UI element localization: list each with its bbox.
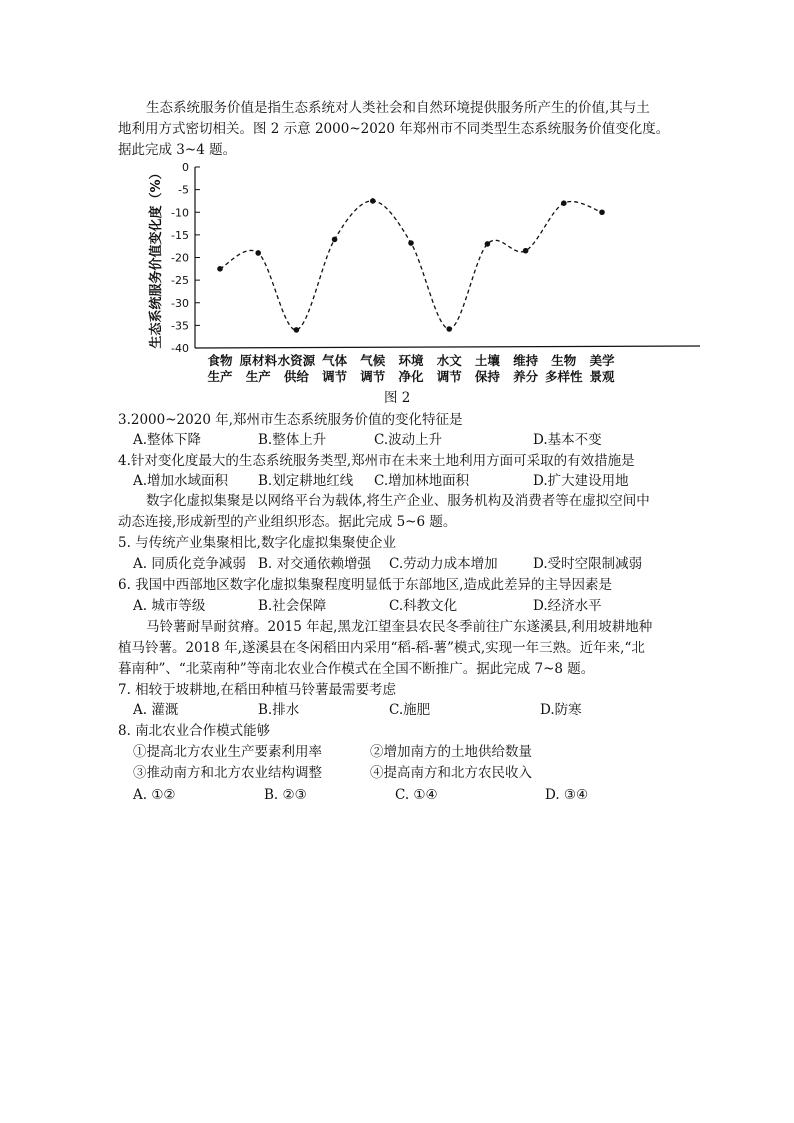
q4-option-d[interactable]: D.扩大建设用地 bbox=[533, 473, 629, 489]
x-tick-label: 美学 bbox=[589, 353, 615, 368]
data-point bbox=[599, 209, 605, 215]
x-tick-label: 水资源 bbox=[277, 353, 316, 368]
data-point bbox=[485, 241, 491, 247]
q7-stem: 7. 相较于坡耕地,在稻田种植马铃薯最需要考虑 bbox=[118, 682, 396, 698]
x-tick-label: 调节 bbox=[322, 369, 348, 384]
intro-line-2: 地利用方式密切相关。图 2 示意 2000~2020 年郑州市不同类型生态系统服务价值变化度。 bbox=[118, 121, 670, 137]
x-tick-label: 调节 bbox=[436, 369, 462, 384]
q5-stem: 5. 与传统产业集聚相比,数字化虚拟集聚使企业 bbox=[118, 535, 396, 551]
data-point bbox=[332, 237, 338, 243]
q3-option-a[interactable]: A.整体下降 bbox=[133, 432, 202, 448]
q7-option-b[interactable]: B.排水 bbox=[258, 702, 300, 718]
data-point bbox=[294, 327, 300, 333]
y-tick-label: 0 bbox=[182, 161, 189, 174]
q8-option-b[interactable]: B. ②③ bbox=[264, 787, 307, 803]
data-point bbox=[561, 200, 567, 206]
x-tick-label: 维持 bbox=[513, 353, 539, 368]
q7-option-c[interactable]: C.施肥 bbox=[389, 702, 431, 718]
y-tick-label: -5 bbox=[178, 183, 189, 197]
intro3-line-2: 植马铃薯。2018 年,遂溪县在冬闲稻田内采用“稻-稻-薯”模式,实现一年三熟。近年来,“北 bbox=[118, 640, 645, 656]
x-tick-label: 供给 bbox=[283, 369, 309, 384]
x-tick-label: 调节 bbox=[360, 369, 386, 384]
q6-option-c[interactable]: C.科教文化 bbox=[389, 598, 458, 614]
q8-item-3: ③推动南方和北方农业结构调整 bbox=[133, 765, 322, 781]
ecosystem-value-chart bbox=[140, 155, 710, 390]
q4-option-b[interactable]: B.划定耕地红线 bbox=[258, 473, 354, 489]
intro3-line-1: 马铃薯耐旱耐贫瘠。2015 年起,黑龙江望奎县农民冬季前往广东遂溪县,利用坡耕地种 bbox=[146, 619, 653, 635]
y-tick-label: -15 bbox=[171, 228, 189, 242]
intro-line-1: 生态系统服务价值是指生态系统对人类社会和自然环境提供服务所产生的价值,其与土 bbox=[146, 100, 650, 116]
x-tick-label: 景观 bbox=[589, 369, 615, 384]
q4-option-c[interactable]: C.增加林地面积 bbox=[374, 473, 470, 489]
y-tick-label: -25 bbox=[171, 274, 189, 288]
q3-stem: 3.2000~2020 年,郑州市生态系统服务价值的变化特征是 bbox=[118, 412, 463, 428]
q8-item-1: ①提高北方农业生产要素利用率 bbox=[133, 744, 322, 760]
x-tick-label: 生产 bbox=[207, 369, 233, 384]
q8-stem: 8. 南北农业合作模式能够 bbox=[118, 723, 271, 739]
q5-option-d[interactable]: D.受时空限制减弱 bbox=[533, 556, 643, 572]
x-tick-label: 环境 bbox=[398, 353, 424, 368]
q6-option-d[interactable]: D.经济水平 bbox=[533, 598, 602, 614]
y-tick-label: -35 bbox=[171, 319, 189, 333]
q5-option-c[interactable]: C.劳动力成本增加 bbox=[389, 556, 498, 572]
x-tick-label: 气候 bbox=[360, 353, 386, 368]
q7-option-a[interactable]: A. 灌溉 bbox=[133, 702, 179, 718]
data-point bbox=[408, 240, 414, 246]
intro-line-3: 据此完成 3~4 题。 bbox=[118, 142, 237, 158]
intro3-line-3: 暮南种”、“北菜南种”等南北农业合作模式在全国不断推广。据此完成 7~8 题。 bbox=[118, 661, 595, 677]
x-tick-label: 多样性 bbox=[545, 369, 583, 384]
data-point bbox=[523, 248, 529, 254]
q6-option-a[interactable]: A. 城市等级 bbox=[133, 598, 206, 614]
data-point bbox=[446, 326, 452, 332]
y-axis-label: 生态系统服务价值变化度（%） bbox=[149, 166, 164, 349]
x-tick-label: 生产 bbox=[245, 369, 271, 384]
x-tick-label: 水文 bbox=[436, 353, 462, 368]
q3-option-b[interactable]: B.整体上升 bbox=[258, 432, 327, 448]
x-axis bbox=[195, 346, 700, 348]
y-tick-label: -10 bbox=[171, 206, 189, 220]
x-tick-label: 净化 bbox=[398, 369, 424, 384]
x-tick-label: 生物 bbox=[551, 353, 577, 368]
q5-option-b[interactable]: B. 对交通依赖增强 bbox=[258, 556, 372, 572]
data-point bbox=[217, 266, 223, 272]
data-point bbox=[370, 198, 376, 204]
x-tick-label: 食物 bbox=[207, 353, 233, 368]
data-point bbox=[255, 250, 261, 256]
q4-stem: 4.针对变化度最大的生态系统服务类型,郑州市在未来土地利用方面可采取的有效措施是 bbox=[118, 453, 635, 469]
q6-stem: 6. 我国中西部地区数字化虚拟集聚程度明显低于东部地区,造成此差异的主导因素是 bbox=[118, 577, 612, 593]
q3-option-c[interactable]: C.波动上升 bbox=[374, 432, 443, 448]
x-tick-label: 土壤 bbox=[474, 353, 500, 368]
q4-option-a[interactable]: A.增加水域面积 bbox=[133, 473, 229, 489]
q7-option-d[interactable]: D.防寒 bbox=[540, 702, 582, 718]
y-tick-label: -40 bbox=[171, 342, 189, 355]
x-tick-label: 原材料 bbox=[239, 353, 277, 368]
intro2-line-1: 数字化虚拟集聚是以网络平台为载体,将生产企业、服务机构及消费者等在虚拟空间中 bbox=[146, 493, 650, 509]
figure-caption: 图 2 bbox=[384, 390, 411, 406]
q6-option-b[interactable]: B.社会保障 bbox=[258, 598, 327, 614]
series-line bbox=[220, 201, 602, 330]
x-tick-label: 气体 bbox=[322, 353, 348, 368]
q8-option-d[interactable]: D. ③④ bbox=[545, 787, 589, 803]
q8-item-2: ②增加南方的土地供给数量 bbox=[370, 744, 532, 760]
q5-option-a[interactable]: A. 同质化竞争减弱 bbox=[133, 556, 246, 572]
x-tick-label: 保持 bbox=[474, 369, 500, 384]
x-tick-label: 养分 bbox=[513, 369, 539, 384]
y-tick-label: -30 bbox=[171, 296, 189, 310]
q3-option-d[interactable]: D.基本不变 bbox=[533, 432, 602, 448]
q8-option-a[interactable]: A. ①② bbox=[133, 787, 176, 803]
intro2-line-2: 动态连接,形成新型的产业组织形态。据此完成 5~6 题。 bbox=[118, 514, 457, 530]
q8-option-c[interactable]: C. ①④ bbox=[395, 787, 438, 803]
y-tick-label: -20 bbox=[171, 251, 189, 265]
q8-item-4: ④提高南方和北方农民收入 bbox=[370, 765, 532, 781]
